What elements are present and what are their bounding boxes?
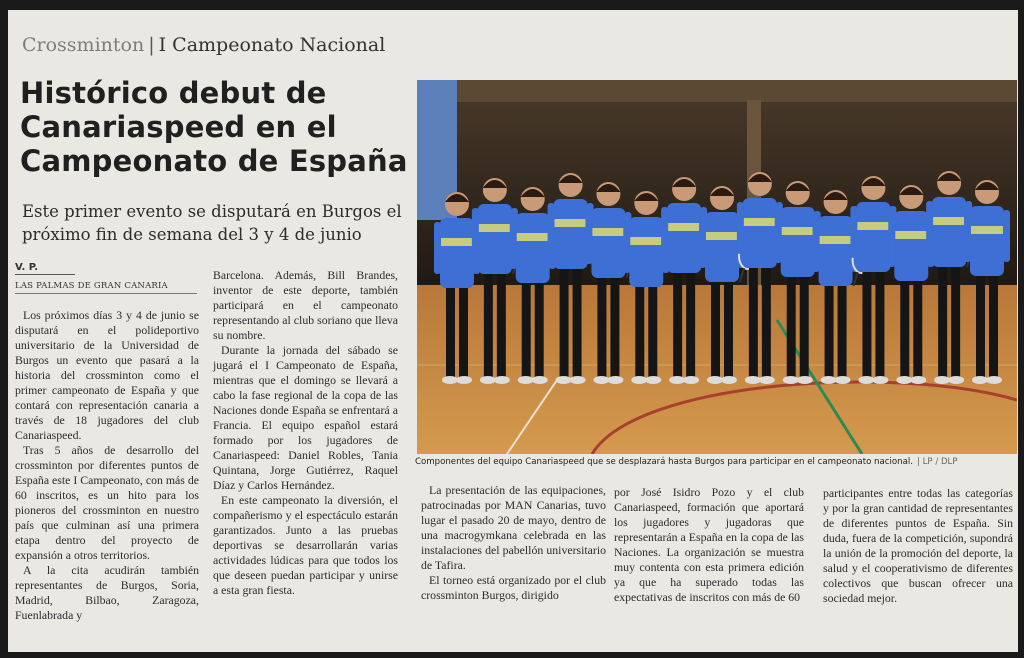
- caption-credit: | LP / DLP: [916, 457, 958, 467]
- body-column-3: [421, 483, 606, 603]
- section-label: Crossminton: [22, 34, 145, 56]
- section-title: I Campeonato Nacional: [158, 34, 386, 56]
- article-location: LAS PALMAS DE GRAN CANARIA: [15, 281, 197, 294]
- article-headline: Histórico debut de Canariaspeed en el Campeonato de España: [20, 76, 408, 178]
- paragraph: En este campeonato la diversión, el compañerismo y el espectáculo estarán garantizados. Junto a las pruebas deportivas se desarrollarán varias actividades lúdicas para que todos los que deseen puedan participar y unirse a esta gran fiesta.: [213, 493, 398, 597]
- paragraph: La presentación de las equipaciones, patrocinadas por MAN Canarias, tuvo lugar el pasado 20 de mayo, dentro de una macrogymkana celebrada en las instalaciones del pabellón universitario de Tafira.: [421, 483, 606, 572]
- body-column-4: [614, 485, 804, 605]
- section-separator: |: [148, 34, 155, 56]
- paragraph: Durante la jornada del sábado se jugará el I Campeonato de España, mientras que el domingo se llevará a cabo la fase regional de la copa de las Naciones donde España se enfrentará a Francia. El equipo español estará formado por los jugadores de Canariaspeed: Daniel Robles, Tania Quintana, Jorge Gutiérrez, Raquel Díaz y Carlos Hernández.: [213, 343, 398, 492]
- team-photo: [417, 80, 1017, 454]
- team-photo-illustration: [417, 80, 1017, 454]
- paragraph: por José Isidro Pozo y el club Canariaspeed, formación que aportará los jugadores y jugadoras que representarán a España en la copa de las Naciones. La organización se muestra muy contenta con esta primera edición ya que ha superado todas las expectativas de inscritos con más de 60: [614, 485, 804, 604]
- paragraph: Los próximos días 3 y 4 de junio se disputará en el polideportivo universitario de la Universidad de Burgos un evento que pasará a la historia del crossminton como el primer campeonato de España y que contará con representación canaria a través de 18 jugadores del club Canariaspeed.: [15, 308, 199, 442]
- article-byline: V. P.: [15, 262, 75, 275]
- article-subhead: Este primer evento se disputará en Burgos el próximo fin de semana del 3 y 4 de junio: [22, 202, 402, 244]
- caption-text: Componentes del equipo Canariaspeed que se desplazará hasta Burgos para participar en el campeonato nacional.: [415, 457, 913, 467]
- body-column-1: [15, 308, 199, 623]
- gym-ceiling: [417, 80, 1017, 102]
- paragraph: participantes entre todas las categorías y por la gran cantidad de representantes de diferentes puntos de España. Sin duda, fuera de la competición, supondrá la unión de la promoción del deporte, la salud y el cooperativismo de diferentes colectivos que buscan ofrecer una sociedad mejor.: [823, 486, 1013, 605]
- body-column-2: [213, 268, 398, 598]
- section-header: [22, 34, 385, 56]
- photo-caption: [415, 457, 1015, 467]
- paragraph: Tras 5 años de desarrollo del crossminton por diferentes puntos de España este I Campeonato, con más de 60 inscritos, es un hito para los pioneros del crossminton en nuestro país que culminan así una primera etapa dentro del proyecto de expansión a otros territorios.: [15, 443, 199, 562]
- paragraph: A la cita acudirán también representantes de Burgos, Soria, Madrid, Bilbao, Zaragoza, Fuenlabrada y: [15, 563, 199, 622]
- paragraph: El torneo está organizado por el club crossminton Burgos, dirigido: [421, 573, 606, 602]
- body-column-5: [823, 486, 1013, 606]
- newspaper-page: [8, 10, 1018, 652]
- paragraph: Barcelona. Además, Bill Brandes, inventor de este deporte, también participará en el campeonato representando al club soriano que lleva su nombre.: [213, 268, 398, 342]
